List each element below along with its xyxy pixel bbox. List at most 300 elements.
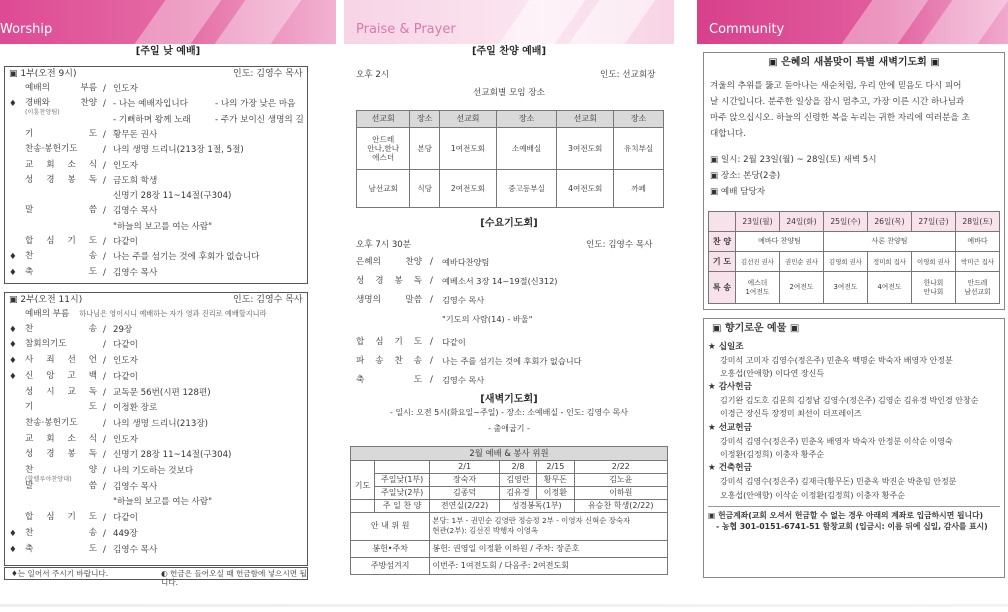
praise-column bbox=[344, 0, 674, 612]
notice-box bbox=[703, 52, 1005, 310]
order-text: 다같이 bbox=[113, 513, 138, 524]
praise-team-cell: 사론 찬양팀 bbox=[823, 232, 955, 252]
wednesday-row bbox=[356, 257, 656, 273]
offering-names: 강미석 고미자 김영수(정은주) 민춘옥 백명순 박숙자 배영자 안정분 bbox=[720, 355, 953, 365]
service-cell: 전연실(2/22) bbox=[430, 499, 500, 512]
service-cell: 김유경 bbox=[499, 486, 536, 499]
service-cell: 성경봉독(1부) bbox=[499, 499, 574, 512]
special-song-cell: 3여전도 bbox=[823, 272, 867, 304]
wednesday-row bbox=[356, 375, 656, 391]
day-cell: 28일(토) bbox=[955, 212, 999, 232]
order-text: 449장 bbox=[113, 528, 138, 539]
order-label bbox=[25, 435, 97, 444]
mission-th: 장소 bbox=[614, 111, 664, 128]
service-cell: 김종덕 bbox=[430, 486, 500, 499]
row-label: 주일낮(1부) bbox=[374, 473, 429, 486]
service-leader: 인도: 김영수 목사 bbox=[233, 69, 303, 79]
service-cell: 봉헌: 권영일 이정환 이하원 / 주차: 장준호 bbox=[430, 540, 668, 557]
mission-cell: 본당 bbox=[410, 128, 440, 170]
order-label-text: 합 심 기 도 bbox=[25, 512, 97, 523]
stand-mark: ♦ bbox=[9, 324, 17, 335]
mission-table-header bbox=[357, 111, 664, 128]
page-bottom-strip bbox=[0, 604, 1008, 607]
empty-cell bbox=[351, 460, 375, 473]
row-label: 주방섬겨지 bbox=[351, 557, 430, 574]
dawn-praise-row bbox=[709, 232, 1000, 252]
wednesday-row bbox=[356, 356, 656, 372]
order-text: - 기뻐하며 왕께 노래 bbox=[113, 114, 191, 125]
order-slash: / bbox=[103, 403, 106, 414]
mission-row bbox=[357, 128, 664, 170]
order-row bbox=[9, 340, 305, 356]
order-text: 인도자 bbox=[113, 356, 138, 367]
wednesday-time: 오후 7시 30분 bbox=[356, 240, 412, 250]
order-text: 인도자 bbox=[113, 434, 138, 445]
bank-account-note: ▣ 헌금계좌(교회 오셔서 헌금할 수 없는 경우 아래의 계좌로 입금하시면 됩니다) bbox=[708, 510, 984, 520]
order-slash: / bbox=[103, 129, 106, 140]
dawn-title: [새벽기도회] bbox=[480, 394, 538, 405]
special-song-cell: 2여전도 bbox=[779, 272, 823, 304]
order-row bbox=[9, 403, 305, 419]
order-row bbox=[9, 497, 305, 513]
prayer-cell: 김영희 권사 bbox=[823, 252, 867, 272]
order-label-text: 합 심 기 도 bbox=[25, 236, 97, 246]
order-label-sub: (할렐루야찬양대) bbox=[25, 475, 72, 483]
order-label bbox=[25, 161, 97, 170]
offering-names: 김기완 김도호 김문희 김정남 김영수(정은주) 김영순 김유경 박인경 안창순 bbox=[720, 396, 979, 406]
stand-mark: ♦ bbox=[9, 528, 17, 539]
notice-info-line: ▣ 장소: 본당(2층) bbox=[710, 170, 781, 181]
order-row bbox=[9, 206, 305, 221]
wednesday-title: [수요기도회] bbox=[480, 218, 538, 229]
order-label-text: 말 씀 bbox=[25, 480, 97, 491]
order-label bbox=[25, 388, 97, 397]
order-label-text: 사 죄 선 언 bbox=[25, 355, 97, 366]
date-cell: 2/22 bbox=[574, 460, 667, 473]
order-slash: / bbox=[430, 295, 433, 305]
order-label-text: 성 경 봉 독 bbox=[25, 449, 97, 460]
service-cell: 장숙자 bbox=[430, 473, 500, 486]
footnote-standing: ♦는 일어서 주시기 바랍니다. bbox=[11, 569, 109, 578]
order-slash: / bbox=[103, 544, 106, 555]
order-text: 예바다찬양팀 bbox=[442, 257, 490, 267]
order-row bbox=[9, 466, 305, 482]
order-slash: / bbox=[430, 356, 433, 366]
mission-cell: 안드레 안나,한나 에스더 bbox=[357, 128, 410, 170]
notice-line: 대합니다. bbox=[710, 129, 746, 140]
prayer-cell: 이영희 권사 bbox=[911, 252, 955, 272]
order-text: 이정환 장로 bbox=[113, 403, 158, 414]
notice-info-line: ▣ 예배 담당자 bbox=[710, 186, 766, 197]
order-slash: / bbox=[103, 175, 106, 186]
offering-names: 강미석 김영수(정은주) 민춘옥 배영자 박숙자 안정분 이삭순 이영숙 bbox=[720, 436, 953, 446]
order-label: 은혜의 찬양 bbox=[356, 257, 422, 267]
offering-category: ★ 건축헌금 bbox=[708, 463, 752, 474]
special-song-cell: 안드레 남선교회 bbox=[955, 272, 999, 304]
prayer-row bbox=[351, 486, 668, 499]
service-committee-table bbox=[350, 446, 668, 575]
order-label bbox=[25, 403, 97, 412]
special-song-cell: 4여전도 bbox=[867, 272, 911, 304]
stand-mark: ♦ bbox=[9, 340, 17, 351]
service-cell: 이정환 bbox=[537, 486, 574, 499]
offering-category: ★ 감사헌금 bbox=[708, 382, 752, 393]
call-to-worship bbox=[25, 309, 267, 320]
prayer-cell: 권민순 권사 bbox=[779, 252, 823, 272]
mission-row bbox=[357, 170, 664, 208]
notice-info-line: ▣ 일시: 2월 23일(월) ~ 28일(토) 새벽 5시 bbox=[710, 154, 877, 165]
order-label bbox=[25, 356, 97, 365]
date-cell: 2/1 bbox=[430, 460, 500, 473]
mission-th: 선교회 bbox=[440, 111, 497, 128]
offering-category: ★ 선교헌금 bbox=[708, 422, 752, 433]
dawn-book: - 출애굽기 - bbox=[488, 424, 530, 433]
service-heading: ▣ 2부(오전 11시) bbox=[9, 295, 83, 305]
order-row bbox=[9, 145, 305, 160]
order-slash: / bbox=[430, 276, 433, 286]
mission-th: 장소 bbox=[410, 111, 440, 128]
order-label: 축 도 bbox=[356, 375, 422, 385]
notice-body bbox=[710, 78, 998, 143]
order-slash: / bbox=[430, 337, 433, 347]
usher-row bbox=[351, 512, 668, 540]
order-row bbox=[9, 545, 305, 561]
empty-cell bbox=[351, 499, 375, 512]
prayer-row bbox=[351, 473, 668, 486]
order-slash: / bbox=[103, 481, 106, 492]
order-label bbox=[25, 545, 97, 554]
order-text: 김영수 목사 bbox=[113, 267, 158, 278]
order-text: 다같이 bbox=[442, 337, 466, 347]
second-service-box bbox=[4, 292, 308, 566]
order-label-text: 신 앙 고 백 bbox=[25, 370, 97, 381]
row-label: 찬 양 bbox=[709, 232, 736, 252]
order-slash: / bbox=[103, 371, 106, 382]
order-label bbox=[25, 252, 97, 261]
service-extra-row bbox=[351, 540, 668, 557]
order-row bbox=[9, 161, 305, 176]
order-slash: / bbox=[103, 434, 106, 445]
bank-account-number: - 농협 301-0151-6741-51 함창교회 (입금시: 이름 뒤에 십일, 감사를 표시) bbox=[716, 522, 988, 532]
order-text-2: - 주가 보이신 생명의 길 bbox=[215, 114, 304, 125]
service-cell: 김영란 bbox=[499, 473, 536, 486]
sunday-service-title: [주일 낮 예배] bbox=[135, 46, 201, 57]
order-row bbox=[9, 237, 305, 252]
order-label: 파 송 찬 송 bbox=[356, 356, 422, 366]
order-slash: / bbox=[103, 160, 106, 171]
order-slash: / bbox=[103, 418, 106, 429]
order-slash: / bbox=[103, 84, 106, 94]
row-label: 특 송 bbox=[709, 272, 736, 304]
notice-info bbox=[710, 153, 998, 201]
order-label-text: 찬송·봉헌기도 bbox=[25, 144, 78, 155]
mission-cell: 중고등부실 bbox=[496, 170, 556, 208]
notice-line: 날 시간입니다. 분주한 일상을 잠시 멈추고, 가장 이른 시간 하나님과 bbox=[710, 96, 965, 107]
community-header bbox=[697, 0, 1008, 44]
usher-cell bbox=[430, 512, 668, 540]
praise-subtitle: 선교회별 모임 장소 bbox=[473, 88, 545, 98]
wednesday-row bbox=[356, 295, 656, 311]
order-label bbox=[25, 268, 97, 277]
stand-mark: ♦ bbox=[9, 99, 17, 110]
order-text: "하늘의 보고를 여는 사람" bbox=[113, 497, 213, 508]
offering-names: 이경근 장신득 장정미 최선이 더프레이즈 bbox=[720, 409, 862, 419]
order-label-text: 축 도 bbox=[25, 266, 97, 277]
order-label bbox=[25, 176, 97, 185]
stand-mark: ♦ bbox=[9, 252, 17, 263]
mission-cell: 1여전도회 bbox=[440, 128, 497, 170]
date-cell: 2/8 bbox=[499, 460, 536, 473]
order-label-text: 교 회 소 식 bbox=[25, 159, 97, 170]
mission-location-table bbox=[356, 110, 664, 208]
service-cell: 김노윤 bbox=[574, 473, 667, 486]
order-label bbox=[25, 482, 97, 491]
mission-cell: 4여전도회 bbox=[557, 170, 614, 208]
order-text: 나의 기도하는 것보다 bbox=[113, 466, 194, 476]
notice-line: 겨울의 추위를 뚫고 돋아나는 새순처럼, 우리 안에 믿음도 다시 피어 bbox=[710, 80, 962, 91]
wednesday-row bbox=[356, 276, 656, 292]
mission-cell: 소예배실 bbox=[496, 128, 556, 170]
order-row bbox=[9, 388, 305, 404]
order-text: 인도자 bbox=[113, 84, 138, 94]
offering-category: ★ 십일조 bbox=[708, 341, 744, 352]
order-label bbox=[25, 450, 97, 459]
row-label: 안 내 위 원 bbox=[351, 512, 430, 540]
praise-team-cell: 예바다 찬양팀 bbox=[735, 232, 823, 252]
order-label bbox=[25, 529, 97, 538]
order-label-text: 찬 송 bbox=[25, 527, 97, 538]
day-cell: 25일(수) bbox=[823, 212, 867, 232]
order-slash: / bbox=[103, 237, 106, 247]
order-text: 인도자 bbox=[113, 160, 138, 171]
notice-title: ▣ 은혜의 새봄맞이 특별 새벽기도회 ▣ bbox=[768, 57, 940, 68]
worship-header-label: Worship bbox=[0, 22, 53, 37]
order-text: 신명기 28장 11~14절(구304) bbox=[113, 450, 232, 461]
prayer-cell: 정미희 집사 bbox=[867, 252, 911, 272]
order-row bbox=[9, 513, 305, 529]
order-slash: / bbox=[103, 513, 106, 524]
order-slash: / bbox=[430, 375, 433, 385]
footnote-box bbox=[4, 567, 308, 588]
order-label: 성 경 봉 독 bbox=[356, 276, 422, 286]
service-leader: 인도: 김영수 목사 bbox=[233, 295, 303, 305]
order-label-text: 교 회 소 식 bbox=[25, 433, 97, 444]
dawn-duty-table bbox=[708, 211, 1000, 304]
prayer-cell: 김선진 권사 bbox=[735, 252, 779, 272]
order-row bbox=[9, 419, 305, 435]
community-column bbox=[697, 0, 1008, 612]
first-service-box bbox=[4, 66, 308, 284]
order-label-text: 찬 양 bbox=[25, 465, 97, 475]
order-label-text: 성 시 교 독 bbox=[25, 386, 97, 397]
order-text: 29장 bbox=[113, 324, 133, 335]
order-label bbox=[25, 206, 97, 215]
order-row bbox=[9, 84, 305, 99]
order-slash: / bbox=[103, 206, 106, 217]
order-text: "기도의 사람(14) - 바울" bbox=[442, 314, 533, 324]
stand-mark: ♦ bbox=[9, 267, 17, 278]
wednesday-row bbox=[356, 337, 656, 353]
praise-time: 오후 2시 bbox=[356, 70, 390, 80]
order-text: 하나님은 영이시니 예배하는 자가 영과 진리로 예배할지니라 bbox=[79, 309, 267, 318]
order-row bbox=[9, 252, 305, 267]
mission-cell: 유치부실 bbox=[614, 128, 664, 170]
offering-names: 오흥섭(안애향) 이다연 장신득 bbox=[720, 368, 825, 378]
order-text: "하늘의 보고를 여는 사람" bbox=[113, 221, 213, 232]
date-cell: 2/15 bbox=[537, 460, 574, 473]
offering-title: ▣ 향기로운 예물 ▣ bbox=[712, 323, 800, 334]
service-dates-row bbox=[351, 460, 668, 473]
mission-th: 장소 bbox=[496, 111, 556, 128]
order-row bbox=[9, 372, 305, 388]
order-label-text: 참회의기도 bbox=[25, 339, 67, 350]
order-text: 신명기 28장 11~14절(구304) bbox=[113, 191, 232, 202]
order-slash: / bbox=[103, 466, 106, 476]
praise-service-title: [주일 찬양 예배] bbox=[471, 46, 547, 57]
order-label bbox=[25, 419, 97, 428]
offering-names: 오흥섭(안애향) 이삭순 이정환(김정희) 이충자 황주순 bbox=[720, 490, 905, 500]
row-label: 주 일 찬 양 bbox=[374, 499, 429, 512]
offering-names: 이정환(김정희) 이충자 황주순 bbox=[720, 449, 825, 459]
dawn-special-row bbox=[709, 272, 1000, 304]
order-label: 예배의 부름 bbox=[25, 309, 70, 319]
notice-line: 마주 앉으십시오. 하늘의 신령한 복을 누리는 귀한 자리에 여러분을 초 bbox=[710, 113, 970, 124]
mission-cell: 까페 bbox=[614, 170, 664, 208]
order-text: 김영수 목사 bbox=[442, 375, 485, 385]
service-heading: ▣ 1부(오전 9시) bbox=[9, 69, 77, 79]
order-text: 예베소서 3장 14~19절(신312) bbox=[442, 276, 558, 286]
worship-header bbox=[0, 0, 336, 44]
order-slash: / bbox=[103, 340, 106, 351]
order-slash: / bbox=[103, 450, 106, 461]
order-text: 김영수 목사 bbox=[113, 481, 158, 492]
special-song-cell: 에스더 1여전도 bbox=[735, 272, 779, 304]
mission-th: 선교회 bbox=[357, 111, 410, 128]
order-label bbox=[25, 237, 97, 246]
order-label bbox=[25, 372, 97, 381]
order-slash: / bbox=[103, 387, 106, 398]
mission-cell: 3여전도회 bbox=[557, 128, 614, 170]
order-row bbox=[9, 222, 305, 237]
order-label-text: 예배의 부름 bbox=[25, 83, 97, 93]
row-label: 봉헌•주차 bbox=[351, 540, 430, 557]
praise-header bbox=[344, 0, 674, 44]
day-cell: 24일(화) bbox=[779, 212, 823, 232]
mission-cell: 식당 bbox=[410, 170, 440, 208]
worship-column bbox=[0, 0, 336, 612]
order-label-text: 찬송·봉헌기도 bbox=[25, 417, 78, 428]
order-label: 생명의 말씀 bbox=[356, 295, 422, 305]
order-text: 금도희 학생 bbox=[113, 175, 158, 186]
day-cell: 23일(월) bbox=[735, 212, 779, 232]
order-text: 나는 주를 섬기는 것에 후회가 없습니다 bbox=[113, 252, 260, 263]
order-row bbox=[9, 482, 305, 498]
community-header-label: Community bbox=[709, 22, 785, 37]
prayer-group-label: 기도 bbox=[351, 473, 375, 499]
order-row bbox=[9, 99, 305, 114]
praise-header-label: Praise & Prayer bbox=[356, 22, 456, 37]
sunday-praise-row bbox=[351, 499, 668, 512]
mission-cell: 2여전도회 bbox=[440, 170, 497, 208]
order-row bbox=[9, 176, 305, 191]
order-label-text: 찬 송 bbox=[25, 323, 97, 334]
service-extra-row bbox=[351, 557, 668, 574]
order-label bbox=[25, 130, 97, 139]
mission-cell: 남선교회 bbox=[357, 170, 410, 208]
footnote-offering: ◐ 헌금은 들어오실 때 헌금함에 넣으시면 됩니다. bbox=[161, 569, 307, 588]
order-row bbox=[9, 130, 305, 145]
order-row bbox=[9, 115, 305, 130]
order-slash: / bbox=[430, 257, 433, 267]
order-text: 다같이 bbox=[113, 237, 138, 247]
service-cell: 유승찬 학생(2/22) bbox=[574, 499, 667, 512]
order-slash: / bbox=[103, 99, 106, 110]
order-row bbox=[9, 356, 305, 372]
order-slash: / bbox=[103, 356, 106, 367]
order-label bbox=[25, 340, 97, 349]
service-cell: 이하원 bbox=[574, 486, 667, 499]
service-title-row bbox=[351, 447, 668, 461]
order-text: 교독문 56번(시편 128편) bbox=[113, 387, 211, 398]
mission-th: 선교회 bbox=[557, 111, 614, 128]
wednesday-row bbox=[356, 314, 656, 330]
order-slash: / bbox=[103, 528, 106, 539]
order-label-text: 말 씀 bbox=[25, 205, 97, 216]
order-row bbox=[9, 268, 305, 283]
order-label bbox=[25, 513, 97, 522]
day-cell: 27일(금) bbox=[911, 212, 955, 232]
order-text: 나의 생명 드리니(213장) bbox=[113, 418, 208, 429]
order-text: 김영수 목사 bbox=[442, 295, 485, 305]
order-slash: / bbox=[103, 267, 106, 278]
dawn-info: - 일시: 오전 5시(화요일~주일) - 장소: 소예배실 - 인도: 김영수 목사 bbox=[390, 408, 628, 417]
usher-entrance: 현관(2부): 김선진 박행자 이영옥 bbox=[432, 526, 539, 535]
praise-leader: 인도: 선교회장 bbox=[600, 70, 656, 80]
order-label bbox=[25, 145, 97, 154]
offering-list bbox=[708, 340, 1004, 502]
day-cell: 26일(목) bbox=[867, 212, 911, 232]
usher-main: 본당: 1부 - 권민순 김영란 정승정 2부 - 이영자 신혁순 장숙자 bbox=[432, 515, 631, 525]
row-label: 기 도 bbox=[709, 252, 736, 272]
order-text-2: - 나의 가장 낮은 마음 bbox=[215, 99, 296, 110]
wednesday-leader: 인도: 김영수 목사 bbox=[586, 240, 653, 250]
order-label bbox=[25, 325, 97, 334]
stand-mark: ♦ bbox=[9, 356, 17, 367]
order-text: 다같이 bbox=[113, 371, 138, 382]
order-label bbox=[25, 84, 97, 93]
offering-box bbox=[703, 318, 1005, 578]
praise-team-cell: 예바다 bbox=[955, 232, 999, 252]
order-text: 나의 생명 드리니(213장 1절, 5절) bbox=[113, 145, 244, 156]
order-text: 다같이 bbox=[113, 340, 138, 351]
stand-mark: ♦ bbox=[9, 371, 17, 382]
offering-names: 강미석 김영수(정은주) 김재극(황무돈) 민춘옥 박진순 박춘임 안정분 bbox=[720, 477, 957, 487]
order-row bbox=[9, 529, 305, 545]
order-slash: / bbox=[103, 252, 106, 263]
order-label-sub: (이흥찬양팀) bbox=[25, 108, 60, 116]
order-text: 나는 주를 섬기는 것에 후회가 없습니다 bbox=[442, 356, 582, 366]
special-song-cell: 한나회 안나회 bbox=[911, 272, 955, 304]
order-label-text: 축 도 bbox=[25, 543, 97, 554]
dawn-prayer-row bbox=[709, 252, 1000, 272]
row-label: 주일낮(2부) bbox=[374, 486, 429, 499]
empty-cell bbox=[374, 460, 429, 473]
order-text: 황무돈 권사 bbox=[113, 129, 158, 140]
order-label-text: 경배와 찬양 bbox=[25, 98, 97, 109]
prayer-cell: 박미근 집사 bbox=[955, 252, 999, 272]
dawn-days-row bbox=[709, 212, 1000, 232]
order-text: 김영수 목사 bbox=[113, 544, 158, 555]
